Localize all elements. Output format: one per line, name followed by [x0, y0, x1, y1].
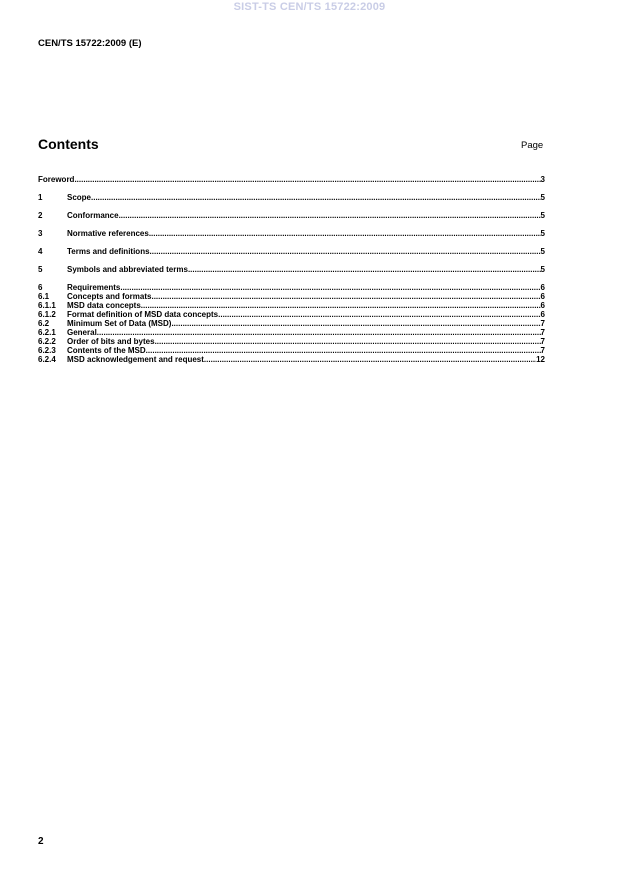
toc-entry-title: Requirements [67, 283, 121, 292]
toc-entry-title: Foreword [38, 175, 75, 184]
toc-entry-title: Minimum Set of Data (MSD) [67, 319, 172, 328]
toc-leader-dots [120, 283, 540, 292]
toc-entry-page: 6 [540, 310, 545, 319]
toc-entry-title: Order of bits and bytes [67, 337, 155, 346]
toc-entry-page: 7 [540, 319, 545, 328]
toc-entry-3[interactable] [38, 229, 545, 238]
toc-leader-dots [155, 337, 541, 346]
page-column-label: Page [521, 140, 544, 151]
toc-leader-dots [204, 355, 536, 364]
toc-leader-dots [218, 310, 540, 319]
toc-entry-number: 3 [38, 229, 43, 238]
toc-entry-title: MSD acknowledgement and request [67, 355, 204, 364]
toc-leader-dots [188, 265, 541, 274]
toc-entry-6[interactable] [38, 283, 545, 292]
toc-entry-number: 6.2.3 [38, 346, 56, 355]
watermark: SIST-TS CEN/TS 15722:2009 [233, 1, 386, 13]
toc-entry-number: 6.1 [38, 292, 50, 301]
toc-leader-dots [150, 247, 541, 256]
toc-entry-page: 5 [540, 265, 545, 274]
toc-entry-title: Conformance [67, 211, 119, 220]
toc-entry-number: 4 [38, 247, 43, 256]
toc-entry-page: 6 [540, 283, 545, 292]
toc-entry-6-2[interactable] [38, 319, 545, 328]
toc-entry-page: 7 [540, 337, 545, 346]
toc-entry-title: General [67, 328, 97, 337]
toc-entry-4[interactable] [38, 247, 545, 256]
page-number: 2 [38, 836, 44, 847]
toc-entry-page: 5 [540, 229, 545, 238]
toc-leader-dots [171, 319, 540, 328]
toc-entry-title: Contents of the MSD [67, 346, 146, 355]
toc-entry-number: 2 [38, 211, 43, 220]
toc-entry-6-2-1[interactable] [38, 328, 545, 337]
toc-entry-number: 6.2 [38, 319, 50, 328]
toc-leader-dots [97, 328, 541, 337]
toc-entry-title: Scope [67, 193, 92, 202]
toc-entry-number: 6.1.1 [38, 301, 56, 310]
toc-entry-6-2-2[interactable] [38, 337, 545, 346]
toc-entry-1[interactable] [38, 193, 545, 202]
document-identifier: CEN/TS 15722:2009 (E) [38, 38, 142, 49]
toc-entry-6-1-1[interactable] [38, 301, 545, 310]
toc-entry-page: 6 [540, 301, 545, 310]
contents-heading: Contents [38, 136, 99, 152]
toc-leader-dots [74, 175, 540, 184]
toc-entry-page: 5 [540, 211, 545, 220]
toc-entry-title: MSD data concepts [67, 301, 141, 310]
toc-entry-page: 7 [540, 328, 545, 337]
toc-entry-5[interactable] [38, 265, 545, 274]
toc-entry-foreword[interactable] [38, 175, 545, 184]
toc-entry-6-2-4[interactable] [38, 355, 545, 364]
toc-entry-page: 3 [540, 175, 545, 184]
toc-entry-page: 5 [540, 193, 545, 202]
toc-entry-page: 12 [536, 355, 545, 364]
toc-entry-number: 6.2.1 [38, 328, 56, 337]
toc-entry-page: 7 [540, 346, 545, 355]
toc-entry-title: Concepts and formats [67, 292, 152, 301]
toc-entry-title: Symbols and abbreviated terms [67, 265, 188, 274]
toc-entry-title: Format definition of MSD data concepts [67, 310, 219, 319]
toc-entry-number: 6.2.2 [38, 337, 56, 346]
toc-entry-6-2-3[interactable] [38, 346, 545, 355]
toc-leader-dots [149, 229, 541, 238]
toc-entry-title: Terms and definitions [67, 247, 150, 256]
toc-leader-dots [141, 301, 541, 310]
toc-entry-title: Normative references [67, 229, 149, 238]
toc-leader-dots [146, 346, 541, 355]
toc-entry-2[interactable] [38, 211, 545, 220]
toc-entry-number: 6.2.4 [38, 355, 56, 364]
toc-leader-dots [151, 292, 540, 301]
toc-entry-6-1[interactable] [38, 292, 545, 301]
toc-entry-6-1-2[interactable] [38, 310, 545, 319]
toc-entry-number: 1 [38, 193, 43, 202]
table-of-contents [38, 175, 545, 364]
toc-entry-number: 5 [38, 265, 43, 274]
toc-leader-dots [91, 193, 541, 202]
toc-entry-number: 6.1.2 [38, 310, 56, 319]
toc-leader-dots [119, 211, 541, 220]
toc-entry-page: 6 [540, 292, 545, 301]
toc-entry-number: 6 [38, 283, 43, 292]
toc-entry-page: 5 [540, 247, 545, 256]
